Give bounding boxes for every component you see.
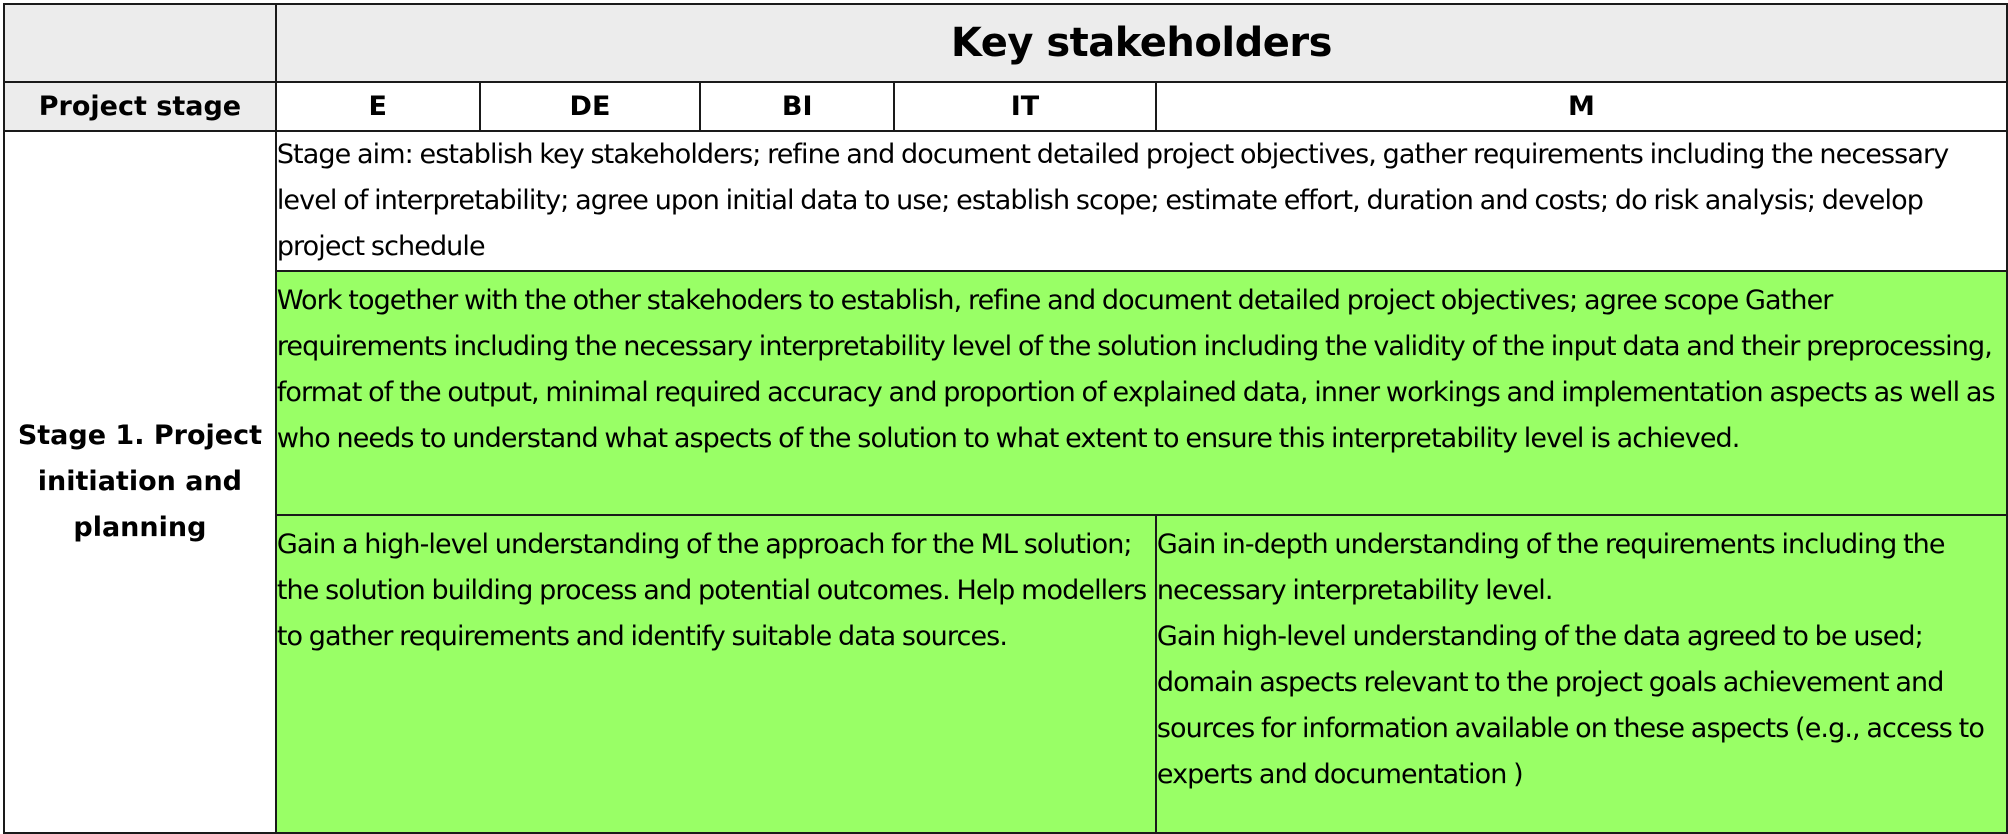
non-modeller-task: Gain a high-level understanding of the approach for the ML solution; the solution building process and potential outcomes. Help modellers to gather requirements and identify suitable data sources. bbox=[276, 515, 1156, 833]
stakeholder-header-e: E bbox=[276, 82, 480, 131]
project-stage-header: Project stage bbox=[4, 82, 276, 131]
all-stakeholders-task: Work together with the other stakehoders to establish, refine and document detailed project objectives; agree scope Gather requirements including the necessary interpretability level of the solution including the validity of the input data and their preprocessing, format of the output, minimal required accuracy and proportion of explained data, inner workings and implementation aspects as well as who needs to understand what aspects of the solution to what extent to ensure this interpretability level is achieved. bbox=[276, 271, 2007, 515]
stakeholder-header-de: DE bbox=[480, 82, 701, 131]
table-title: Key stakeholders bbox=[276, 4, 2007, 82]
corner-cell bbox=[4, 4, 276, 82]
stakeholder-header-m: M bbox=[1156, 82, 2007, 131]
stakeholder-header-it: IT bbox=[894, 82, 1156, 131]
stage-aim: Stage aim: establish key stakeholders; refine and document detailed project objectives, gather requirements including the necessary level of interpretability; agree upon initial data to use; establish scope; estimate effort, duration and costs; do risk analysis; develop project schedule bbox=[276, 131, 2007, 271]
stakeholder-table bbox=[3, 3, 2008, 834]
modeller-task: Gain in-depth understanding of the requirements including the necessary interpretability level. Gain high-level understanding of the data agreed to be used; domain aspects relevant to the project goals achievement and sources for information available on these aspects (e.g., access to experts and documentation ) bbox=[1156, 515, 2007, 833]
stage-label: Stage 1. Project initiation and planning bbox=[4, 131, 276, 833]
stakeholder-header-bi: BI bbox=[700, 82, 894, 131]
